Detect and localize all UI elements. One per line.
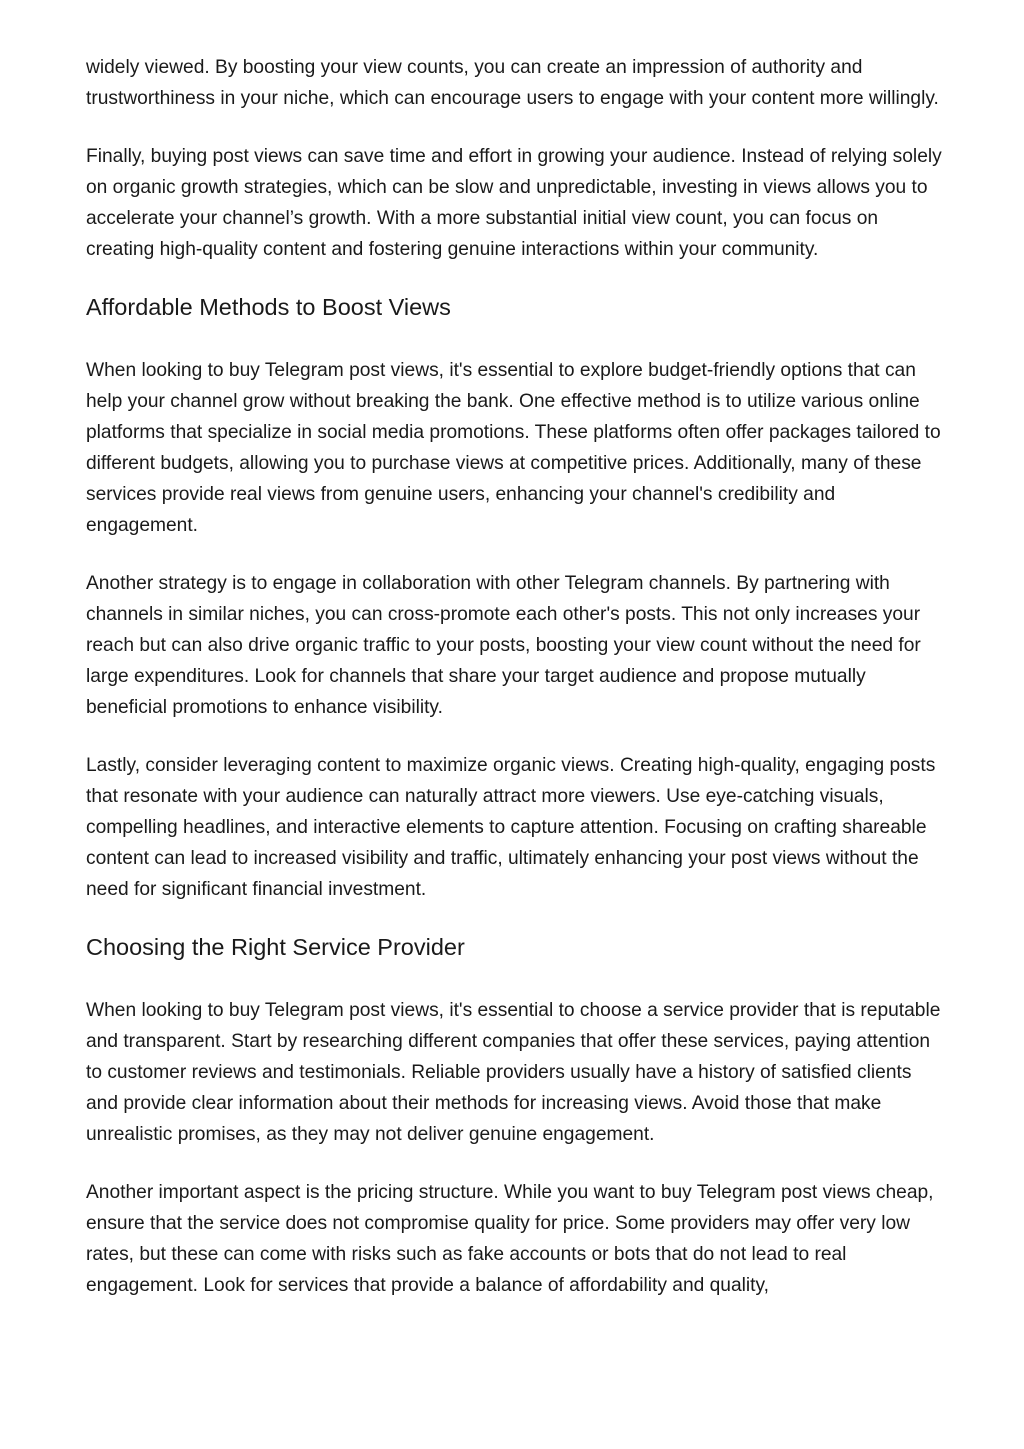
section-heading-affordable-methods: Affordable Methods to Boost Views bbox=[86, 294, 451, 320]
section-heading-service-provider: Choosing the Right Service Provider bbox=[86, 934, 465, 960]
paragraph-views-authority: widely viewed. By boosting your view counts, you can create an impression of authority and trustworthiness in your niche, which can encourage users to engage with your content more willingly. bbox=[86, 57, 939, 109]
paragraph-budget-options: When looking to buy Telegram post views, it's essential to explore budget-friendly options that can help your channel grow without breaking the bank. One effective method is to utilize various online platforms that specialize in social media promotions. These platforms often offer packages tailored to different budgets, allowing you to purchase views at competitive prices. Additionally, many of these services provide real views from genuine users, enhancing your channel's credibility and engagement. bbox=[86, 360, 941, 536]
paragraph-leveraging-content: Lastly, consider leveraging content to maximize organic views. Creating high-quality, engaging posts that resonate with your audience can naturally attract more viewers. Use eye-catching visuals, compelling headlines, and interactive elements to capture attention. Focusing on crafting shareable content can lead to increased visibility and traffic, ultimately enhancing your post views without the need for significant financial investment. bbox=[86, 755, 936, 900]
paragraph-collaboration: Another strategy is to engage in collaboration with other Telegram channels. By partnering with channels in similar niches, you can cross-promote each other's posts. This not only increases your reach but can also drive organic traffic to your posts, boosting your view count without the need for large expenditures. Look for channels that share your target audience and propose mutually beneficial promotions to enhance visibility. bbox=[86, 573, 921, 718]
document-page bbox=[86, 52, 942, 1301]
paragraph-choose-provider: When looking to buy Telegram post views, it's essential to choose a service provider that is reputable and transparent. Start by researching different companies that offer these services, paying attention to customer reviews and testimonials. Reliable providers usually have a history of satisfied clients and provide clear information about their methods for increasing views. Avoid those that make unrealistic promises, as they may not deliver genuine engagement. bbox=[86, 1000, 941, 1145]
paragraph-save-time: Finally, buying post views can save time and effort in growing your audience. Instead of relying solely on organic growth strategies, which can be slow and unpredictable, investing in views allows you to accelerate your channel’s growth. With a more substantial initial view count, you can focus on creating high-quality content and fostering genuine interactions within your community. bbox=[86, 146, 942, 260]
paragraph-pricing-structure: Another important aspect is the pricing structure. While you want to buy Telegram post views cheap, ensure that the service does not compromise quality for price. Some providers may offer very low rates, but these can come with risks such as fake accounts or bots that do not lead to real engagement. Look for services that provide a balance of affordability and quality, bbox=[86, 1182, 934, 1296]
